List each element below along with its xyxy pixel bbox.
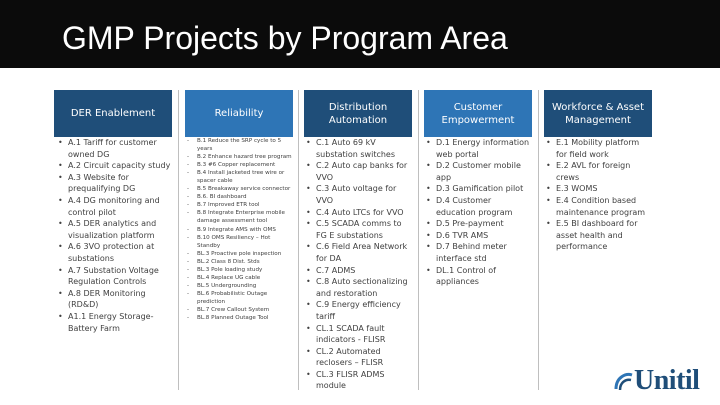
list-item: • A1.1 Energy Storage-Battery Farm	[58, 311, 172, 334]
list-item: • A.4 DG monitoring and control pilot	[58, 195, 172, 218]
column-distribution-automation	[304, 90, 412, 392]
title-bar	[0, 0, 720, 68]
list-item: • E.2 AVL for foreign crews	[546, 160, 652, 183]
list-item: • D.3 Gamification pilot	[426, 183, 532, 195]
column-header: DER Enablement	[54, 90, 172, 137]
list-item: - BL.3 Pole loading study	[187, 266, 293, 274]
list-item: • C.4 Auto LTCs for VVO	[306, 207, 412, 219]
list-item: - B.2 Enhance hazard tree program	[187, 153, 293, 161]
list-item: • C.9 Energy efficiency tariff	[306, 299, 412, 322]
list-item: • CL.1 SCADA fault indicators - FLISR	[306, 323, 412, 346]
list-item: - B.10 OMS Resiliency – Hot Standby	[187, 234, 293, 250]
list-item: - BL.8 Planned Outage Tool	[187, 314, 293, 322]
list-item: - B.8 Integrate Enterprise mobile damage assessment tool	[187, 209, 293, 225]
unitil-logo	[612, 362, 708, 400]
column-der-enablement	[54, 90, 172, 334]
list-item: - BL.3 Proactive pole inspection	[187, 250, 293, 258]
list-item: • A.5 DER analytics and visualization platform	[58, 218, 172, 241]
list-item: • A.2 Circuit capacity study	[58, 160, 172, 172]
list-item: - B.1 Reduce the SRP cycle to 5 years	[187, 137, 293, 153]
list-item: - B.7 Improved ETR tool	[187, 201, 293, 209]
list-item: - B.6. BI dashboard	[187, 193, 293, 201]
list-item: • E.1 Mobility platform for field work	[546, 137, 652, 160]
item-list	[185, 137, 293, 322]
column-divider	[178, 90, 179, 390]
list-item: - B.5 Breakaway service connector	[187, 185, 293, 193]
column-divider	[418, 90, 419, 390]
list-item: • E.4 Condition based maintenance program	[546, 195, 652, 218]
list-item: • A.6 3VO protection at substations	[58, 241, 172, 264]
item-list	[544, 137, 652, 253]
list-item: • D.4 Customer education program	[426, 195, 532, 218]
list-item: • D.7 Behind meter interface std	[426, 241, 532, 264]
list-item: • C.5 SCADA comms to FG E substations	[306, 218, 412, 241]
logo-wordmark: Unitil	[634, 365, 700, 396]
column-divider	[538, 90, 539, 390]
list-item: - BL.4 Replace UG cable	[187, 274, 293, 282]
list-item: • D.6 TVR AMS	[426, 230, 532, 242]
list-item: • A.3 Website for prequalifying DG	[58, 172, 172, 195]
list-item: - B.9 Integrate AMS with OMS	[187, 226, 293, 234]
logo-arc-icon	[612, 369, 634, 393]
column-reliability	[185, 90, 293, 322]
list-item: • C.2 Auto cap banks for VVO	[306, 160, 412, 183]
column-header: Distribution Automation	[304, 90, 412, 137]
list-item: - B.4 Install jacketed tree wire or spacer cable	[187, 169, 293, 185]
list-item: • D.2 Customer mobile app	[426, 160, 532, 183]
list-item: • CL.2 Automated reclosers – FLISR	[306, 346, 412, 369]
list-item: • C.1 Auto 69 kV substation switches	[306, 137, 412, 160]
slide-title: GMP Projects by Program Area	[62, 20, 508, 56]
list-item: - BL.2 Class 8 Dist. Stds	[187, 258, 293, 266]
list-item: - BL.7 Crew Callout System	[187, 306, 293, 314]
column-customer-empowerment	[424, 90, 532, 288]
list-item: • E.3 WOMS	[546, 183, 652, 195]
list-item: • DL.1 Control of appliances	[426, 265, 532, 288]
column-header: Workforce & Asset Management	[544, 90, 652, 137]
column-header: Reliability	[185, 90, 293, 137]
list-item: • C.6 Field Area Network for DA	[306, 241, 412, 264]
list-item: • CL.3 FLISR ADMS module	[306, 369, 412, 392]
list-item: - B.3 #6 Copper replacement	[187, 161, 293, 169]
list-item: • D.1 Energy information web portal	[426, 137, 532, 160]
list-item: • C.7 ADMS	[306, 265, 412, 277]
item-list	[54, 137, 172, 334]
list-item: • A.7 Substation Voltage Regulation Controls	[58, 265, 172, 288]
list-item: - BL.5 Undergrounding	[187, 282, 293, 290]
list-item: • A.8 DER Monitoring (RD&D)	[58, 288, 172, 311]
list-item: • E.5 BI dashboard for asset health and performance	[546, 218, 652, 253]
list-item: - BL.6 Probabilistic Outage prediction	[187, 290, 293, 306]
list-item: • C.3 Auto voltage for VVO	[306, 183, 412, 206]
column-workforce-asset-management	[544, 90, 652, 253]
list-item: • D.5 Pre-payment	[426, 218, 532, 230]
list-item: • A.1 Tariff for customer owned DG	[58, 137, 172, 160]
list-item: • C.8 Auto sectionalizing and restoration	[306, 276, 412, 299]
column-header: Customer Empowerment	[424, 90, 532, 137]
item-list	[304, 137, 412, 392]
item-list	[424, 137, 532, 288]
column-divider	[298, 90, 299, 390]
